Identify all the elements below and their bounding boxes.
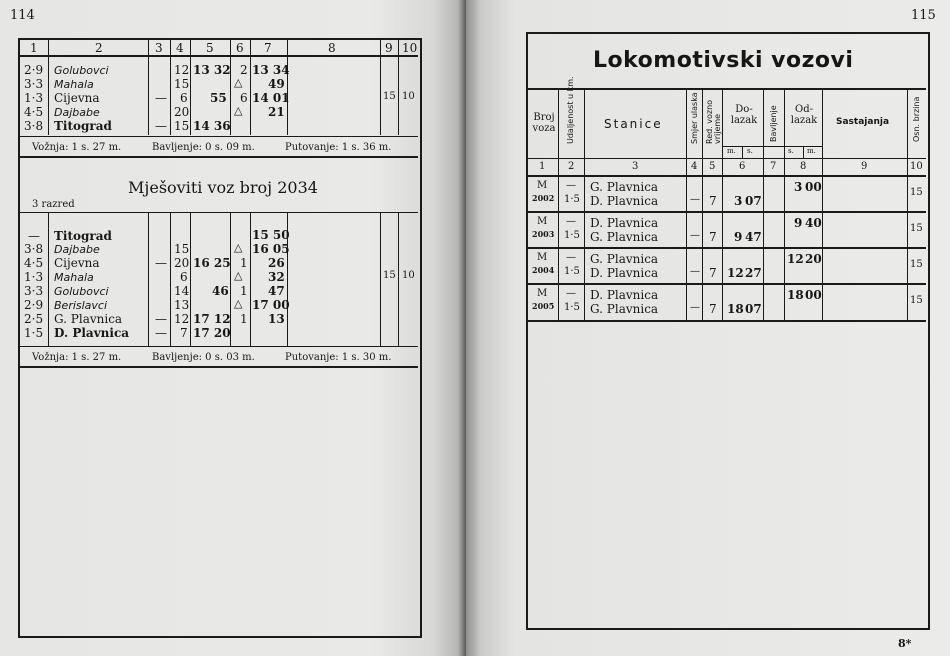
page-title: Lokomotivski vozovi bbox=[593, 48, 854, 73]
page-number-right: 115 bbox=[911, 8, 936, 23]
header-smjer: Smjer ulaska bbox=[690, 92, 699, 144]
header-dolazak: Do- lazak bbox=[730, 104, 758, 126]
block2-title: Mješoviti voz broj 2034 bbox=[128, 178, 318, 197]
left-page: 114 1 2 3 4 5 6 7 8 9 10 2·9 Golubovci 12 13 32 2 13 34 3·3 Mahala 15 △ 49 1·3 Cijevna — 6 55 6 14 01 15 10 4·5 Dajbabe 20 △ 21 3·8 Titograd — 15 14 36 Vožnja: 1 s. 27 m. Bavljenje: 0 s. 09 m. Putovanje: 1 s. 36 m. Mješoviti voz broj 2034 3 razred — Titograd 15 50 3·8 Dajbabe 15 △ 16 05 4·5 Cijevna — 20 16 25 1 26 1·3 Mahala 6 △ 32 15 10 3·3 Golubovci 14 46 1 47 2·9 Berislavci 13 △ 17 00 2·5 G. Plavnica — 12 17 12 1 13 1·5 D. Plavnica — 7 17 20 Vožnja: 1 s. 27 m. Bavljenje: 0 s. 03 m. Putovanje: 1 s. 30 m. bbox=[0, 0, 466, 656]
header-red-vrijeme: Red. vozno vrijeme bbox=[705, 99, 722, 144]
header-bavljenje: Bavljenje bbox=[769, 105, 778, 142]
signature-mark: 8* bbox=[898, 637, 912, 650]
header-broj-voza: Broj voza bbox=[532, 112, 556, 134]
header-brzina: Osn. brzina bbox=[912, 96, 921, 142]
header-odlazak: Od- lazak bbox=[790, 104, 818, 126]
header-udaljenost: Udaljenost u km. bbox=[566, 76, 575, 144]
right-page: 115 Lokomotivski vozovi Broj voza Udaljenost u km. Stanice Smjer ulaska Red. vozno vrijeme Do- lazak Bavljenje Od- lazak Sastajanja Osn. brzina m. s. s. m. 1 2 3 4 5 6 7 8 9 10 M 2002 — 1·5 G. Plavnica D. Plavnica — 7 3 07 3 00 15 M 2003 — 1·5 D. Plavnica G. Plavnica — 7 9 47 9 40 15 M 2004 — 1·5 G. Plavnica D. Plavnica — 7 12 27 12 20 15 M 2005 — 1·5 D. Plavnica G. Plavnica — 7 18 07 18 00 15 8* bbox=[466, 0, 950, 656]
header-sastajanja: Sastajanja bbox=[836, 117, 890, 127]
page-number-left: 114 bbox=[10, 8, 35, 23]
header-stanice: Stanice bbox=[604, 117, 663, 131]
block2-class: 3 razred bbox=[32, 199, 75, 210]
